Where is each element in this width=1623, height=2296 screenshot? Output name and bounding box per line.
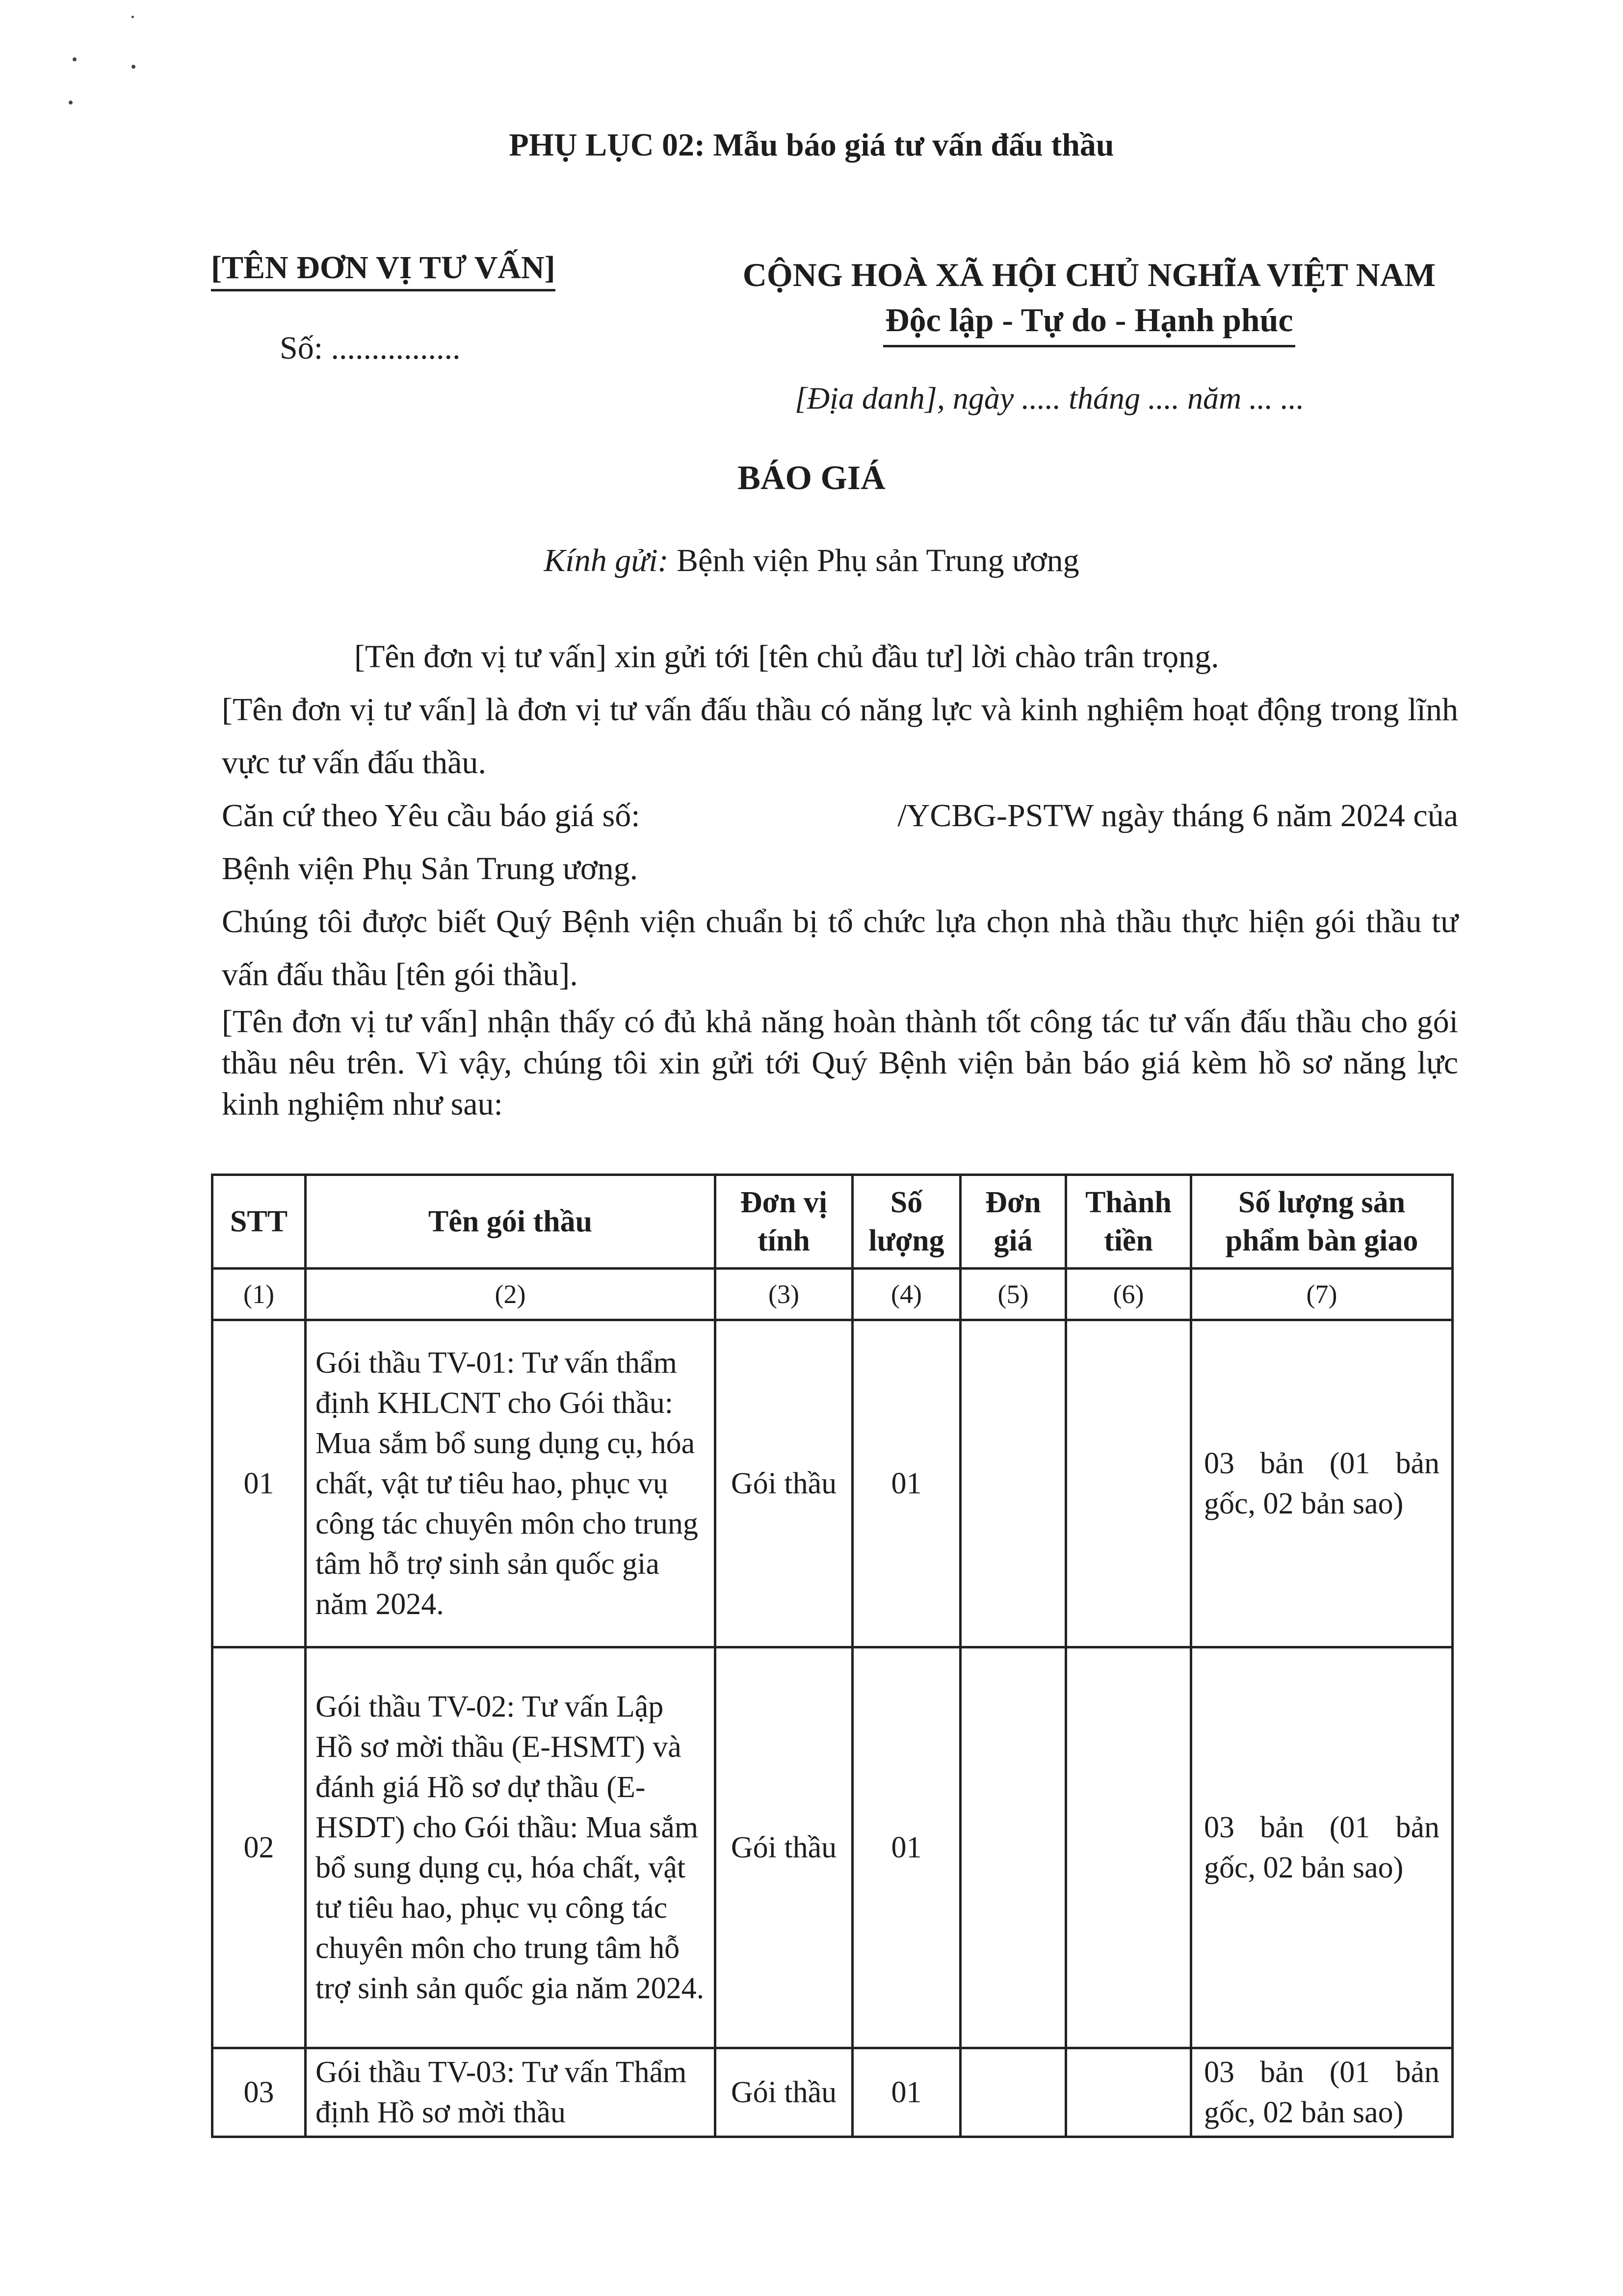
row-stt: 01 [212,1320,306,1647]
row-total [1066,2048,1191,2137]
row-stt: 03 [212,2048,306,2137]
appendix-title: PHỤ LỤC 02: Mẫu báo giá tư vấn đấu thầu [509,127,1114,163]
row-package-name: Gói thầu TV-03: Tư vấn Thẩm định Hồ sơ mời thầu [306,2048,715,2137]
header-stt: STT [212,1175,306,1269]
header-quantity: Số lượng [853,1175,961,1269]
paragraph-greeting: [Tên đơn vị tư vấn] xin gửi tới [tên chủ đầu tư] lời chào trân trọng. [354,639,1219,675]
header-unit-price: Đơn giá [961,1175,1066,1269]
row-total [1066,1647,1191,2048]
table-header-row [212,1175,1453,1269]
row-quantity: 01 [853,2048,961,2137]
paragraph-basis-cont: Bệnh viện Phụ Sản Trung ương. [222,851,638,887]
row-total [1066,1320,1191,1647]
table-row [212,1320,1453,1647]
scan-speck [69,101,73,104]
basis-right: /YCBG-PSTW ngày tháng 6 năm 2024 của [897,798,1458,834]
row-unit: Gói thầu [715,1647,853,2048]
recipient-line [0,542,1623,579]
paragraph-intro: [Tên đơn vị tư vấn] là đơn vị tư vấn đấu thầu có năng lực và kinh nghiệm hoạt động trong lĩnh vực tư vấn đấu thầu. [222,692,1458,781]
scan-speck [131,16,134,18]
column-number: (2) [306,1269,715,1320]
document-title: BÁO GIÁ [737,459,886,497]
quotation-table [211,1174,1454,2138]
row-deliverables: 03 bản (01 bản gốc, 02 bản sao) [1191,1320,1453,1647]
column-number: (5) [961,1269,1066,1320]
row-unit-price [961,2048,1066,2137]
national-heading [716,253,1462,347]
row-deliverables: 03 bản (01 bản gốc, 02 bản sao) [1191,2048,1453,2137]
paragraph-basis [222,789,1458,842]
column-number: (4) [853,1269,961,1320]
document-number: Số: ................ [280,330,461,366]
column-number: (1) [212,1269,306,1320]
row-unit: Gói thầu [715,2048,853,2137]
table-row [212,2048,1453,2137]
basis-left: Căn cứ theo Yêu cầu báo giá số: [222,798,640,834]
table-row [212,1647,1453,2048]
row-quantity: 01 [853,1647,961,2048]
header-total: Thành tiền [1066,1175,1191,1269]
row-quantity: 01 [853,1320,961,1647]
row-package-name: Gói thầu TV-01: Tư vấn thẩm định KHLCNT cho Gói thầu: Mua sắm bổ sung dụng cụ, hóa chất, vật tư tiêu hao, phục vụ công tác chuyên môn cho trung tâm hỗ trợ sinh sản quốc gia năm 2024. [306,1320,715,1647]
column-number: (6) [1066,1269,1191,1320]
column-number-row [212,1269,1453,1320]
row-unit-price [961,1320,1066,1647]
row-package-name: Gói thầu TV-02: Tư vấn Lập Hồ sơ mời thầu (E-HSMT) và đánh giá Hồ sơ dự thầu (E-HSDT) cho Gói thầu: Mua sắm bổ sung dụng cụ, hóa chất, vật tư tiêu hao, phục vụ công tác chuyên môn cho trung tâm hỗ trợ sinh sản quốc gia năm 2024. [306,1647,715,2048]
header-deliverables: Số lượng sản phẩm bàn giao [1191,1175,1453,1269]
paragraph-capability: [Tên đơn vị tư vấn] nhận thấy có đủ khả năng hoàn thành tốt công tác tư vấn đấu thầu cho gói thầu nêu trên. Vì vậy, chúng tôi xin gửi tới Quý Bệnh viện bản báo giá kèm hồ sơ năng lực kinh nghiệm như sau: [222,1004,1458,1122]
header-unit: Đơn vị tính [715,1175,853,1269]
row-deliverables: 03 bản (01 bản gốc, 02 bản sao) [1191,1647,1453,2048]
row-stt: 02 [212,1647,306,2048]
header-package-name: Tên gói thầu [306,1175,715,1269]
row-unit-price [961,1647,1066,2048]
column-number: (7) [1191,1269,1453,1320]
scan-speck [73,57,77,61]
recipient-label: Kính gửi: [544,543,669,578]
row-unit: Gói thầu [715,1320,853,1647]
recipient-name: Bệnh viện Phụ sản Trung ương [677,543,1079,578]
column-number: (3) [715,1269,853,1320]
consultant-org-name: [TÊN ĐƠN VỊ TƯ VẤN] [211,250,555,291]
scan-speck [131,65,135,69]
letter-body [222,630,1458,1125]
national-motto: Độc lập - Tự do - Hạnh phúc [883,298,1295,347]
nation-name: CỘNG HOÀ XÃ HỘI CHỦ NGHĨA VIỆT NAM [742,256,1436,293]
place-date: [Địa danh], ngày ..... tháng .... năm ... ... [795,381,1305,416]
paragraph-awareness: Chúng tôi được biết Quý Bệnh viện chuẩn bị tổ chức lựa chọn nhà thầu thực hiện gói thầu tư vấn đấu thầu [tên gói thầu]. [222,904,1458,992]
